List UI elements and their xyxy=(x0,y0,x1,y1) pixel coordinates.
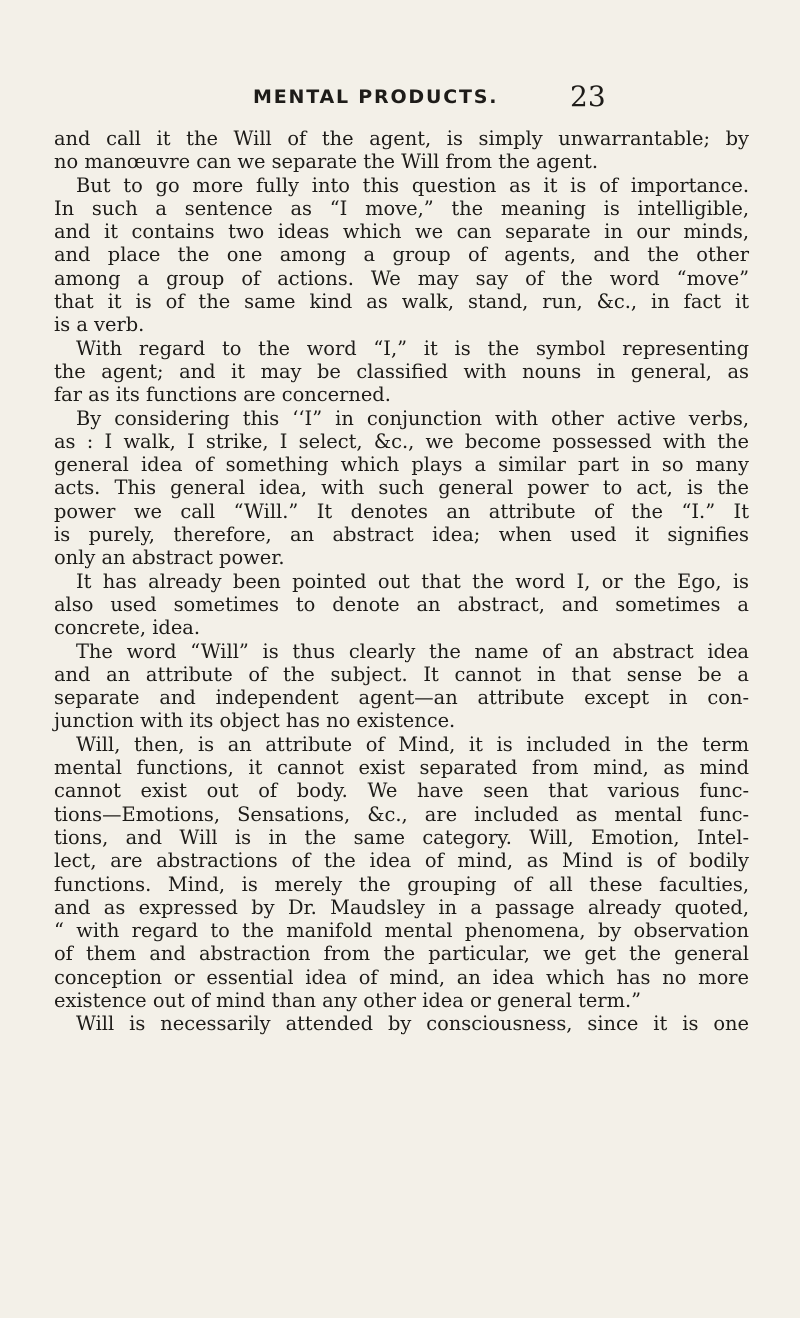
text-line: mental functions, it cannot exist separated from mind, as mind xyxy=(54,756,749,780)
text-line: But to go more fully into this question as it is of importance. xyxy=(76,173,749,197)
text-line: power we call “Will.” It denotes an attribute of the “I.” It xyxy=(54,499,749,523)
running-title: MENTAL PRODUCTS. xyxy=(253,86,499,108)
text-line: With regard to the word “I,” it is the symbol representing xyxy=(76,336,749,360)
text-line: tions, and Will is in the same category. Will, Emotion, Intel- xyxy=(54,825,749,849)
text-line: existence out of mind than any other idea or general term.” xyxy=(54,988,642,1012)
running-head xyxy=(0,80,800,116)
page-number: 23 xyxy=(570,80,606,113)
text-line: the agent; and it may be classified with nouns in general, as xyxy=(54,359,749,383)
text-line: is a verb. xyxy=(54,313,145,337)
text-line: of them and abstraction from the particular, we get the general xyxy=(54,942,749,966)
text-line: It has already been pointed out that the word I, or the Ego, is xyxy=(76,569,749,593)
text-line: and call it the Will of the agent, is simply unwarrantable; by xyxy=(54,127,749,150)
text-line: junction with its object has no existence. xyxy=(54,709,456,733)
text-line: “ with regard to the manifold mental phenomena, by observation xyxy=(54,919,749,943)
text-line: The word “Will” is thus clearly the name of an abstract idea xyxy=(76,639,749,663)
text-line: only an abstract power. xyxy=(54,546,285,570)
text-line: also used sometimes to denote an abstract, and sometimes a xyxy=(54,592,749,616)
text-line: conception or essential idea of mind, an idea which has no more xyxy=(54,965,749,989)
text-line: separate and independent agent—an attribute except in con- xyxy=(54,686,749,710)
text-line: as : I walk, I strike, I select, &c., we become possessed with the xyxy=(54,429,749,453)
text-line: is purely, therefore, an abstract idea; when used it signifies xyxy=(54,523,749,547)
text-line: concrete, idea. xyxy=(54,616,201,640)
body-text xyxy=(54,127,749,1036)
text-line: lect, are abstractions of the idea of mind, as Mind is of bodily xyxy=(54,849,749,873)
text-line: By considering this ‘‘I” in conjunction with other active verbs, xyxy=(76,406,749,430)
text-line: and it contains two ideas which we can separate in our minds, xyxy=(54,220,749,244)
text-line: acts. This general idea, with such general power to act, is the xyxy=(54,476,749,500)
text-line: that it is of the same kind as walk, stand, run, &c., in fact it xyxy=(54,290,749,314)
text-line: Will, then, is an attribute of Mind, it is included in the term xyxy=(76,732,749,756)
text-line: functions. Mind, is merely the grouping of all these faculties, xyxy=(54,872,749,896)
text-line: and an attribute of the subject. It cannot in that sense be a xyxy=(54,662,749,686)
text-line: Will is necessarily attended by consciousness, since it is one xyxy=(76,1012,749,1036)
text-line: far as its functions are concerned. xyxy=(54,383,391,407)
text-line: and place the one among a group of agents, and the other xyxy=(54,243,749,267)
text-line: and as expressed by Dr. Maudsley in a passage already quoted, xyxy=(54,895,749,919)
text-line: no manœuvre can we separate the Will from the agent. xyxy=(54,150,599,174)
text-line: among a group of actions. We may say of the word “move” xyxy=(54,266,749,290)
text-line: general idea of something which plays a similar part in so many xyxy=(54,453,749,477)
text-line: cannot exist out of body. We have seen that various func- xyxy=(54,779,749,803)
text-line: tions—Emotions, Sensations, &c., are included as mental func- xyxy=(54,802,749,826)
text-line: In such a sentence as “I move,” the meaning is intelligible, xyxy=(54,196,749,220)
